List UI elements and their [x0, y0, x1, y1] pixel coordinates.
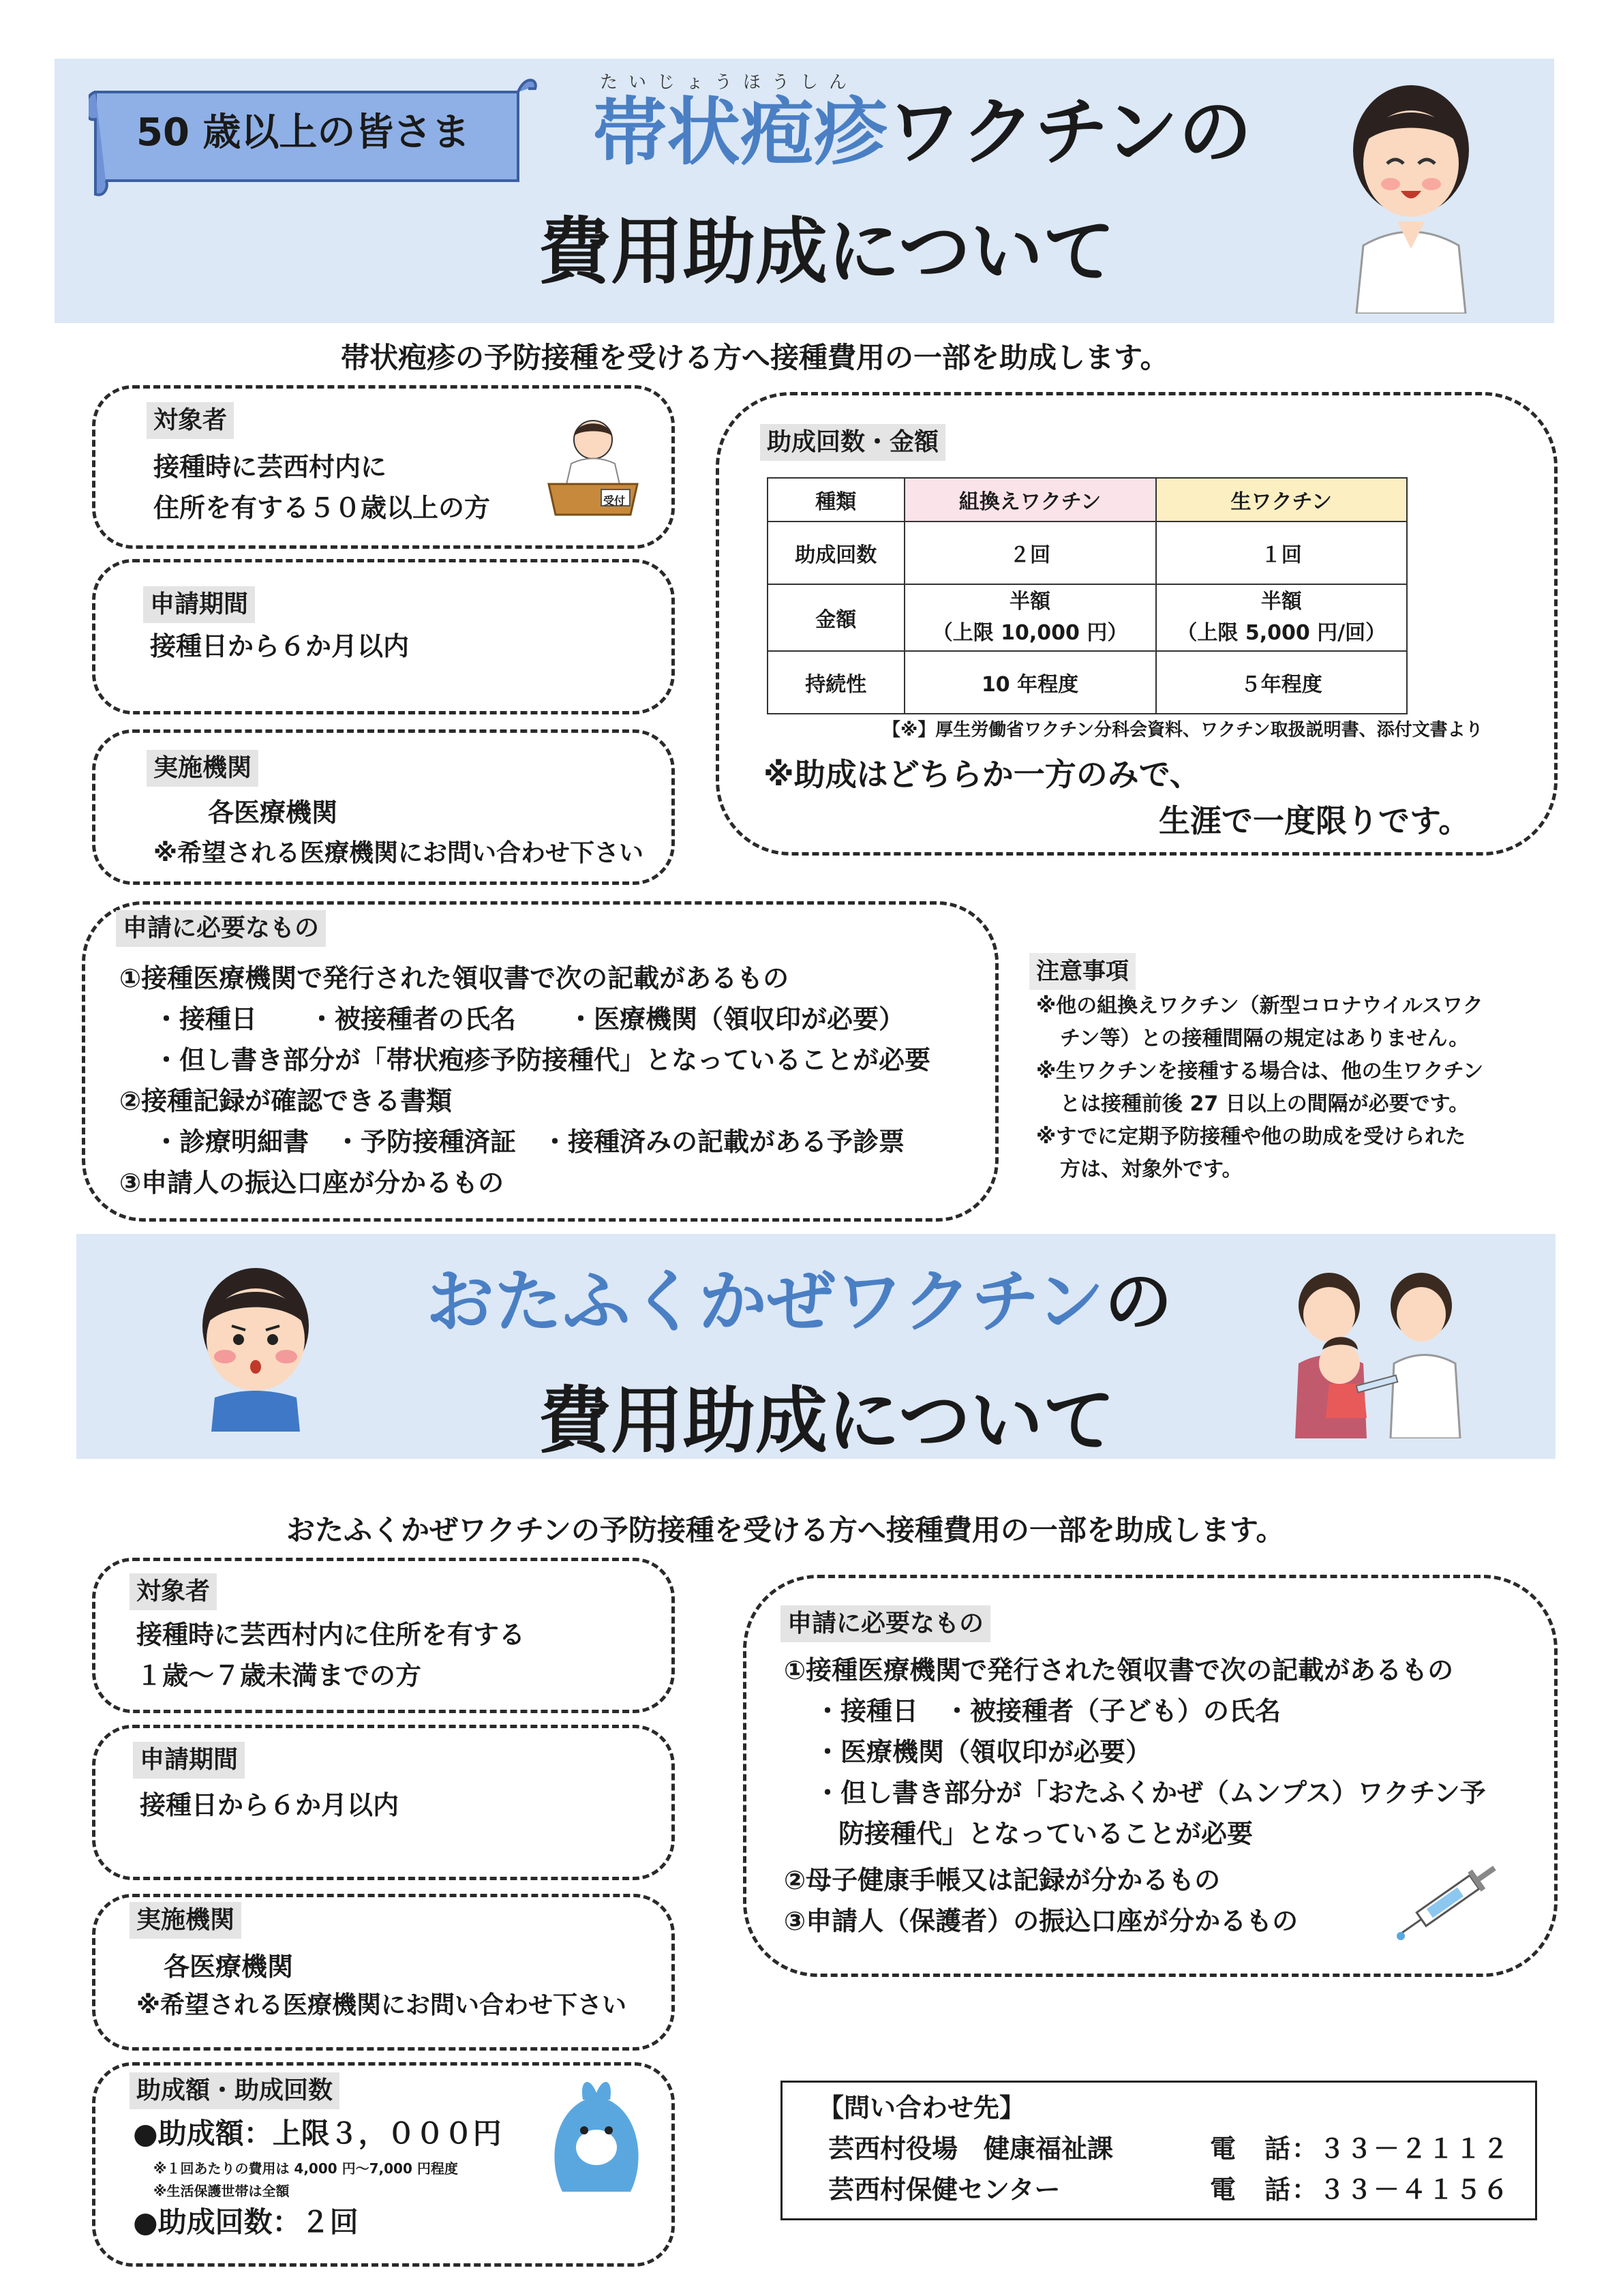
- shingles-institution-text: 各医療機関: [208, 798, 338, 828]
- mumps-target-line2: １歳～７歳未満までの方: [136, 1661, 422, 1691]
- caution-line: ※他の組換えワクチン（新型コロナウイルスワク: [1036, 994, 1483, 1018]
- table-cell: 持続性: [768, 651, 905, 714]
- shingles-required-line: ・接種日 ・被接種者の氏名 ・医療機関（領収印が必要）: [153, 1004, 905, 1034]
- shingles-target-heading: 対象者: [147, 402, 234, 439]
- desk-sign-text: 受付: [603, 494, 626, 507]
- caution-line: ※生ワクチンを接種する場合は、他の生ワクチン: [1036, 1059, 1484, 1083]
- nurse-icon: [1336, 68, 1486, 314]
- mumps-required-line: ・但し書き部分が「おたふくかぜ（ムンプス）ワクチン予: [815, 1778, 1486, 1808]
- table-header-live: 生ワクチン: [1156, 478, 1408, 522]
- contact-phone: 電 話：３３－２１１２: [1210, 2134, 1511, 2164]
- mumps-title-line2: 費用助成について: [539, 1379, 1115, 1463]
- mumps-intro: おたふくかぜワクチンの予防接種を受ける方へ接種費用の一部を助成します。: [286, 1513, 1285, 1547]
- mumps-institution-text: 各医療機関: [164, 1952, 294, 1982]
- worried-boy-icon: [194, 1261, 317, 1432]
- title-rest: ワクチンの: [888, 90, 1252, 175]
- shingles-required-line: ・診療明細書 ・予防接種済証 ・接種済みの記載がある予診票: [153, 1127, 905, 1157]
- mumps-target-heading: 対象者: [130, 1573, 217, 1610]
- shingles-required-heading: 申請に必要なもの: [116, 910, 326, 947]
- shingles-title-line1: [593, 92, 1252, 174]
- mumps-title-rest: の: [1104, 1262, 1172, 1342]
- shingles-institution-note: ※希望される医療機関にお問い合わせ下さい: [153, 839, 643, 867]
- shingles-title-line2: 費用助成について: [539, 210, 1115, 294]
- mumps-amount-small2: ※生活保護世帯は全額: [153, 2183, 290, 2199]
- contact-name: 芸西村保健センター: [828, 2175, 1061, 2205]
- table-header-recombinant: 組換えワクチン: [905, 478, 1156, 522]
- mascot-icon: [542, 2076, 651, 2199]
- title-disease: 帯状疱疹: [593, 90, 888, 175]
- mumps-period-heading: 申請期間: [133, 1742, 245, 1779]
- mumps-required-line: 防接種代」となっていることが必要: [838, 1819, 1254, 1849]
- mumps-amount-small1: ※１回あたりの費用は 4,000 円～7,000 円程度: [153, 2160, 458, 2177]
- shingles-required-line: ・但し書き部分が「帯状疱疹予防接種代」となっていることが必要: [153, 1045, 931, 1075]
- mumps-required-line: ・医療機関（領収印が必要）: [815, 1737, 1152, 1767]
- contact-phone: 電 話：３３－４１５６: [1210, 2175, 1511, 2205]
- mumps-required-line: ③申請人（保護者）の振込口座が分かるもの: [784, 1906, 1299, 1936]
- mumps-institution-note: ※希望される医療機関にお問い合わせ下さい: [136, 1991, 626, 2019]
- once-note-line2: 生涯で一度限りです。: [1159, 802, 1470, 839]
- shingles-amount-heading: 助成回数・金額: [760, 424, 945, 461]
- mumps-amount-line: ●助成額：上限３，０００円: [133, 2117, 502, 2150]
- vaccine-comparison-table: [767, 477, 1408, 714]
- mumps-required-line: ・接種日 ・被接種者（子ども）の氏名: [815, 1696, 1281, 1726]
- mumps-required-line: ①接種医療機関で発行された領収書で次の記載があるもの: [784, 1655, 1454, 1685]
- table-cell: １回: [1156, 522, 1408, 584]
- table-cell: 半額 （上限 5,000 円/回）: [1156, 584, 1408, 651]
- mumps-title-line1: [426, 1261, 1172, 1343]
- mumps-amount-heading: 助成額・助成回数: [130, 2072, 339, 2109]
- table-cell: 10 年程度: [905, 651, 1156, 714]
- mumps-count-line: ●助成回数：２回: [133, 2205, 359, 2239]
- mumps-target-line1: 接種時に芸西村内に住所を有する: [136, 1620, 526, 1650]
- caution-line: とは接種前後 27 日以上の間隔が必要です。: [1060, 1092, 1470, 1116]
- mumps-required-heading: 申請に必要なもの: [780, 1605, 990, 1642]
- mumps-required-line: ②母子健康手帳又は記録が分かるもの: [784, 1865, 1221, 1895]
- vaccination-scene-icon: [1281, 1268, 1472, 1438]
- shingles-required-line: ③申請人の振込口座が分かるもの: [119, 1168, 504, 1198]
- shingles-period-text: 接種日から６か月以内: [150, 631, 410, 661]
- shingles-target-line2: 住所を有する５０歳以上の方: [153, 493, 491, 523]
- mumps-institution-heading: 実施機関: [130, 1902, 241, 1939]
- caution-line: 方は、対象外です。: [1060, 1158, 1243, 1181]
- table-cell: ２回: [905, 522, 1156, 584]
- contact-heading: 【問い合わせ先】: [818, 2093, 1026, 2123]
- caution-line: ※すでに定期予防接種や他の助成を受けられた: [1036, 1125, 1466, 1149]
- shingles-intro: 帯状疱疹の予防接種を受ける方へ接種費用の一部を助成します。: [341, 341, 1169, 374]
- audience-label: 50 歳以上の皆さま: [136, 110, 470, 155]
- caution-heading: 注意事項: [1029, 953, 1136, 990]
- once-note-line1: ※助成はどちらか一方のみで、: [763, 756, 1201, 793]
- table-source-note: 【※】厚生労働省ワクチン分科会資料、ワクチン取扱説明書、添付文書より: [883, 720, 1483, 740]
- table-cell: 金額: [768, 584, 905, 651]
- table-header-type: 種類: [768, 478, 905, 522]
- mumps-title-disease: おたふくかぜワクチン: [426, 1262, 1104, 1342]
- table-cell: 半額 （上限 10,000 円）: [905, 584, 1156, 651]
- reception-desk-icon: [545, 416, 641, 518]
- title-ruby: たいじょうほうしん: [600, 72, 858, 93]
- mumps-period-text: 接種日から６か月以内: [140, 1790, 399, 1820]
- shingles-required-line: ①接種医療機関で発行された領収書で次の記載があるもの: [119, 963, 789, 993]
- contact-name: 芸西村役場 健康福祉課: [828, 2134, 1114, 2164]
- caution-line: チン等）との接種間隔の規定はありません。: [1060, 1027, 1470, 1051]
- shingles-period-heading: 申請期間: [143, 586, 255, 623]
- shingles-required-line: ②接種記録が確認できる書類: [119, 1086, 453, 1116]
- shingles-institution-heading: 実施機関: [147, 750, 258, 787]
- table-cell: ５年程度: [1156, 651, 1408, 714]
- syringe-icon: [1387, 1854, 1510, 1943]
- table-cell: 助成回数: [768, 522, 905, 584]
- shingles-target-line1: 接種時に芸西村内に: [153, 452, 387, 482]
